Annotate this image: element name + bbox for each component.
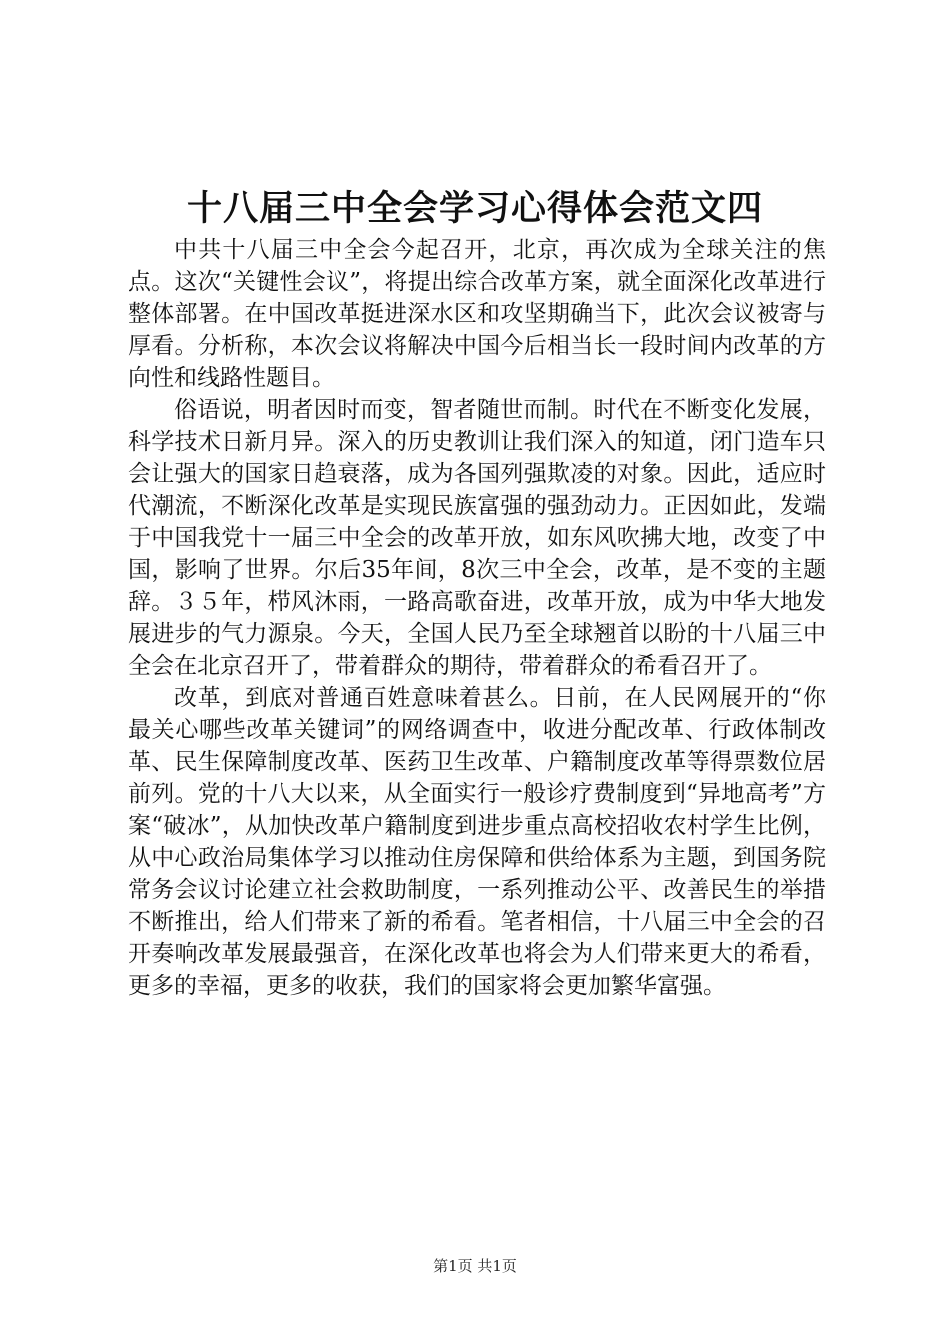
document-body <box>128 234 826 1002</box>
paragraph-1: 中共十八届三中全会今起召开，北京，再次成为全球关注的焦点。这次“关键性会议”，将提出综合改革方案，就全面深化改革进行整体部署。在中国改革挺进深水区和攻坚期确当下，此次会议被寄与厚看。分析称，本次会议将解决中国今后相当长一段时间内改革的方向性和线路性题目。 <box>128 237 826 391</box>
paragraph-3: 改革，到底对普通百姓意味着甚么。日前，在人民网展开的“你最关心哪些改革关键词”的网络调查中，收进分配改革、行政体制改革、民生保障制度改革、医药卫生改革、户籍制度改革等得票数位居前列。党的十八大以来，从全面实行一般诊疗费制度到“异地高考”方案“破冰”，从加快改革户籍制度到进步重点高校招收农村学生比例，从中心政治局集体学习以推动住房保障和供给体系为主题，到国务院常务会议讨论建立社会救助制度，一系列推动公平、改善民生的举措不断推出，给人们带来了新的希看。笔者相信，十八届三中全会的召开奏响改革发展最强音，在深化改革也将会为人们带来更大的希看，更多的幸福，更多的收获，我们的国家将会更加繁华富强。 <box>128 685 826 999</box>
page-footer: 第1页 共1页 <box>433 1257 517 1275</box>
document-title: 十八届三中全会学习心得体会范文四 <box>186 188 763 229</box>
paragraph-2: 俗语说，明者因时而变，智者随世而制。时代在不断变化发展，科学技术日新月异。深入的历史教训让我们深入的知道，闭门造车只会让强大的国家日趋衰落，成为各国列强欺凌的对象。因此，适应时代潮流，不断深化改革是实现民族富强的强劲动力。正因如此，发端于中国我党十一届三中全会的改革开放，如东风吹拂大地，改变了中国，影响了世界。尔后35年间，8次三中全会，改革，是不变的主题辞。３５年，栉风沐雨，一路高歌奋进，改革开放，成为中华大地发展进步的气力源泉。今天，全国人民乃至全球翘首以盼的十八届三中全会在北京召开了，带着群众的期待，带着群众的希看召开了。 <box>128 397 826 679</box>
